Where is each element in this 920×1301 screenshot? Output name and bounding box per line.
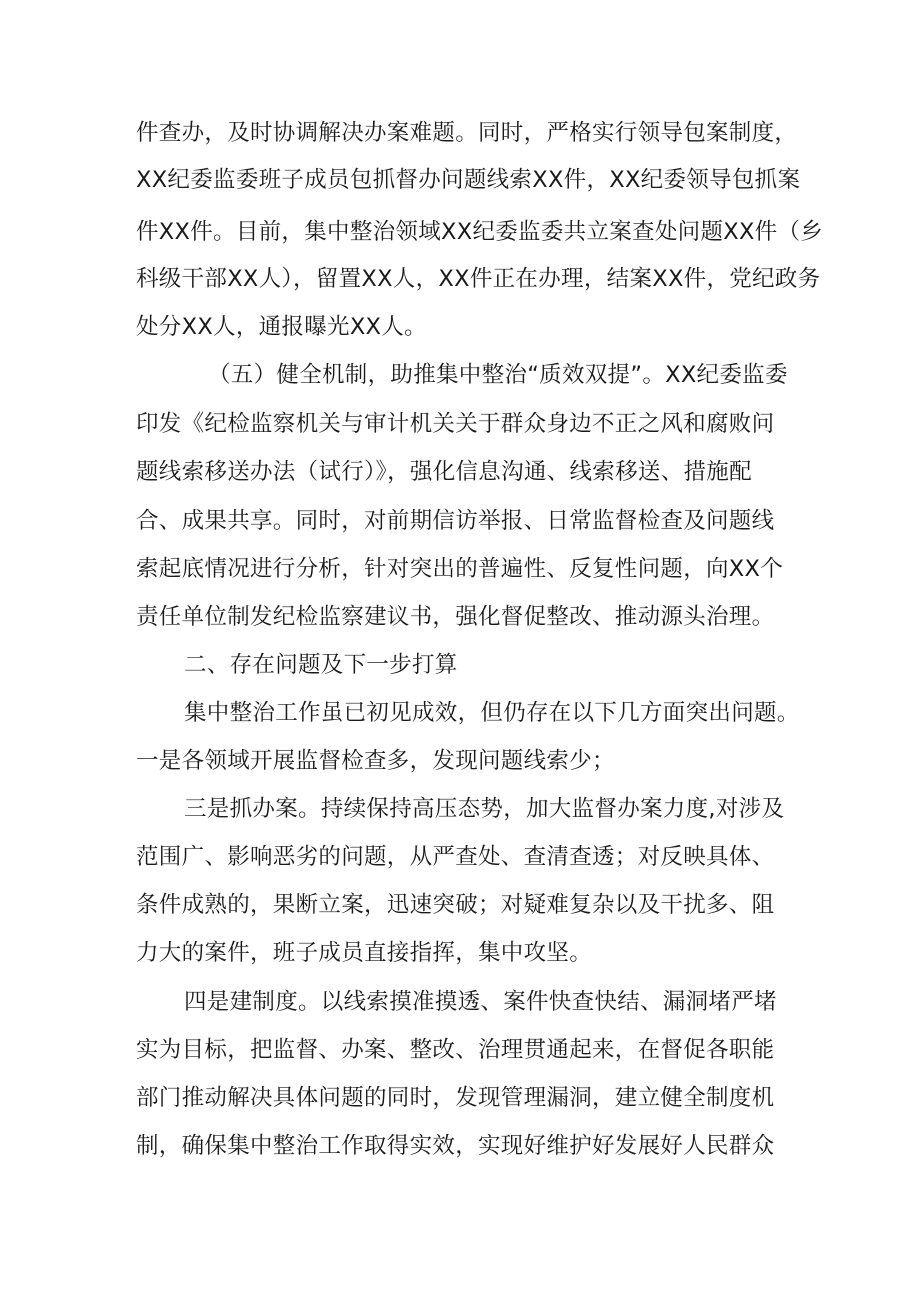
text-line: 部门推动解决具体问题的同时，发现管理漏洞，建立健全制度机 bbox=[136, 1085, 775, 1111]
text-line: 制，确保集中整治工作取得实效，实现好维护好发展好人民群众 bbox=[136, 1133, 775, 1159]
text-line: 处分XX人，通报曝光XX人。 bbox=[136, 314, 427, 340]
text-line: 条件成熟的，果断立案，迅速突破；对疑难复杂以及干扰多、阻 bbox=[136, 892, 775, 918]
paragraph-start: 三是抓办案。持续保持高压态势，加大监督办案力度,对涉及 bbox=[184, 796, 785, 822]
text-line: 件XX件。目前，集中整治领域XX纪委监委共立案查处问题XX件（乡 bbox=[136, 219, 824, 245]
text-line: 件查办，及时协调解决办案难题。同时，严格实行领导包案制度， bbox=[136, 120, 798, 146]
section-heading-2: 二、存在问题及下一步打算 bbox=[184, 652, 458, 678]
text-line: 实为目标，把监督、办案、整改、治理贯通起来，在督促各职能 bbox=[136, 1037, 775, 1063]
text-line: 力大的案件，班子成员直接指挥，集中攻坚。 bbox=[136, 940, 593, 966]
text-line: 责任单位制发纪检监察建议书，强化督促整改、推动源头治理。 bbox=[136, 604, 775, 630]
text-line: 范围广、影响恶劣的问题，从严查处、查清查透；对反映具体、 bbox=[136, 844, 775, 870]
text-line: 索起底情况进行分析，针对突出的普遍性、反复性问题，向XX个 bbox=[136, 556, 784, 582]
text-line: 科级干部XX人），留置XX人，XX件正在办理，结案XX件，党纪政务 bbox=[136, 266, 821, 292]
paragraph-start: 集中整治工作虽已初见成效，但仍存在以下几方面突出问题。 bbox=[184, 700, 800, 726]
text-line: 题线索移送办法（试行）》，强化信息沟通、线索移送、措施配 bbox=[136, 459, 752, 485]
section-heading-5: （五）健全机制，助推集中整治“质效双提”。XX纪委监委 bbox=[208, 362, 788, 388]
text-line: 印发《纪检监察机关与审计机关关于群众身边不正之风和腐败问 bbox=[136, 411, 775, 437]
text-line: 一是各领域开展监督检查多，发现问题线索少； bbox=[136, 748, 615, 774]
text-line: XX纪委监委班子成员包抓督办问题线索XX件，XX纪委领导包抓案 bbox=[136, 167, 801, 193]
paragraph-start: 四是建制度。以线索摸准摸透、案件快查快结、漏洞堵严堵 bbox=[184, 989, 777, 1015]
text-line: 合、成果共享。同时，对前期信访举报、日常监督检查及问题线 bbox=[136, 508, 775, 534]
